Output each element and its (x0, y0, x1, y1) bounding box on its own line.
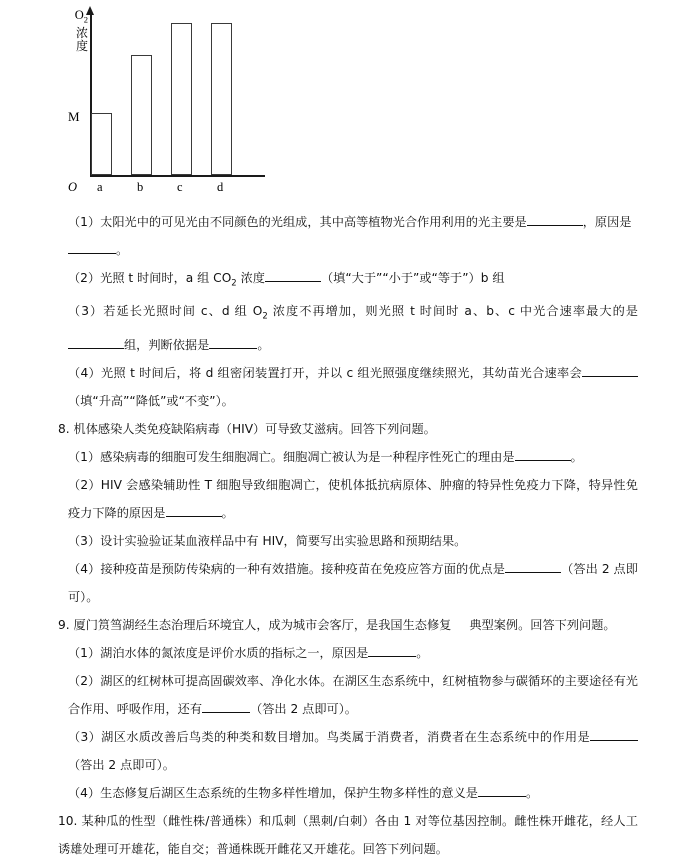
q8-4-prefix: （4）接种疫苗是预防传染病的一种有效措施。接种疫苗在免疫应答方面的优点是 (68, 561, 506, 576)
q9-2-blank[interactable] (202, 712, 250, 713)
q7-2-after-sub: 浓度 (236, 271, 265, 285)
q8-1-blank[interactable] (515, 460, 571, 461)
y-axis-title-sub: 2 (83, 14, 88, 25)
question-8-stem: 8. 机体感染人类免疫缺陷病毒（HIV）可导致艾滋病。回答下列问题。 (58, 421, 436, 436)
q7-3-after-sub: 浓度不再增加，则光照 t 时间时 a、b、c 中光合速率最大的是 (267, 304, 638, 319)
q7-3-blank-1[interactable] (68, 348, 124, 349)
q9-2-prefix: （2）湖区的红树林可提高固碳效率、净化水体。在湖区生态系统中，红树植物参与碳循环的主要途径有光合作用、呼吸作用，还有 (68, 673, 638, 716)
bar-d (211, 23, 232, 175)
q7-4-prefix: （4）光照 t 时间后，将 d 组密闭装置打开，并以 c 组光照强度继续照光，其幼苗光合速率会 (68, 365, 582, 380)
q7-4-blank[interactable] (582, 376, 638, 377)
question-7-2 (58, 264, 638, 297)
figure-o2-bar-chart (0, 0, 681, 200)
q8-3-prefix: （3）设计实验验证某血液样品中有 HIV，简要写出实验思路和预期结果。 (68, 533, 467, 548)
q9-1-blank[interactable] (368, 656, 416, 657)
q7-3-suffix: 组，判断依据是 (124, 337, 210, 352)
question-9-2 (58, 667, 638, 723)
question-9-1 (58, 639, 638, 667)
bar-c (171, 23, 192, 175)
q8-2-tail: 。 (221, 505, 234, 520)
q7-4-suffix: （填“升高”“降低”或“不变”）。 (68, 393, 234, 408)
x-axis-tick-d: d (217, 180, 224, 194)
q9-4-prefix: （4）生态修复后湖区生态系统的生物多样性增加，保护生物多样性的意义是 (68, 785, 478, 800)
question-9-stem (58, 611, 638, 639)
y-axis-title (60, 8, 88, 54)
bar-b (131, 55, 152, 175)
q7-3-sub: 2 (262, 311, 268, 322)
q9-4-blank[interactable] (478, 796, 526, 797)
q7-3-blank-2[interactable] (209, 348, 257, 349)
x-axis-tick-a: a (97, 180, 103, 194)
q8-4-suffix: （答出 2 点即可）。 (68, 561, 638, 604)
q7-1-text: （1）太阳光中的可见光由不同颜色的光组成，其中高等植物光合作用利用的光主要是 (68, 215, 527, 229)
bar-a (91, 113, 112, 175)
q7-3-tail: 。 (257, 337, 270, 352)
q8-1-prefix: （1）感染病毒的细胞可发生细胞凋亡。细胞凋亡被认为是一种程序性死亡的理由是 (68, 449, 515, 464)
q9-3-prefix: （3）湖区水质改善后鸟类的种类和数目增加。鸟类属于消费者，消费者在生态系统中的作用是 (68, 729, 590, 744)
q7-1-blank-2[interactable] (68, 253, 116, 254)
question-body (58, 208, 638, 863)
x-axis-origin-label: O (68, 180, 78, 194)
q7-3-prefix: （3）若延长光照时间 c、d 组 O (68, 304, 263, 319)
question-8-4 (58, 555, 638, 611)
chart-plot-area (60, 4, 290, 194)
q8-1-tail: 。 (570, 449, 583, 464)
q9-3-blank[interactable] (590, 740, 638, 741)
x-axis-tick-c: c (177, 180, 183, 194)
q9-1-prefix: （1）湖泊水体的氮浓度是评价水质的指标之一，原因是 (68, 645, 369, 660)
q7-1-tail: 。 (116, 243, 129, 257)
question-10-stem: 10. 某种瓜的性型（雌性株/普通株）和瓜刺（黑刺/白刺）各由 1 对等位基因控制。雌性株开雌花，经人工诱雄处理可开雄花，能自交；普通株既开雌花又开雄花。回答下列问题。 (58, 813, 638, 856)
q9-1-tail: 。 (416, 645, 429, 660)
q9-2-suffix: （答出 2 点即可）。 (250, 701, 357, 716)
q7-1-text-after: ，原因是 (582, 215, 632, 229)
q9-4-tail: 。 (525, 785, 539, 800)
x-axis-tick-b: b (137, 180, 144, 194)
question-7-4 (58, 359, 638, 415)
y-axis-title-cn-2: 度 (75, 39, 88, 53)
q7-2-sub: 2 (231, 278, 237, 289)
q9-stem-part1: 9. 厦门筼筜湖经生态治理后环境宜人，成为城市会客厅，是我国生态修复 (58, 617, 452, 632)
q8-2-blank[interactable] (166, 516, 222, 517)
question-9-4 (58, 779, 638, 807)
q7-2-prefix: （2）光照 t 时间时，a 组 CO (68, 271, 232, 285)
y-axis-title-cn-1: 浓 (75, 25, 88, 40)
question-8-1 (58, 443, 638, 471)
q7-1-blank-1[interactable] (527, 225, 583, 226)
question-8-3 (58, 527, 638, 555)
x-axis-line (90, 175, 265, 177)
q8-4-blank[interactable] (505, 572, 561, 573)
q9-stem-part2: 典型案例。回答下列问题。 (469, 617, 616, 632)
question-7-1 (58, 208, 638, 264)
question-7-3 (58, 297, 638, 358)
q8-2-prefix: （2）HIV 会感染辅助性 T 细胞导致细胞凋亡，使机体抵抗病原体、肿瘤的特异性免疫力下降，特异性免疫力下降的原因是 (68, 477, 638, 520)
q9-3-suffix: （答出 2 点即可）。 (68, 757, 175, 772)
question-9-3 (58, 723, 638, 779)
q7-2-blank[interactable] (265, 281, 321, 282)
question-8-2 (58, 471, 638, 527)
y-axis-tick-label-m: M (68, 109, 80, 124)
y-axis-title-main: O (74, 8, 84, 22)
q7-2-suffix: （填“大于”“小于”或“等于”）b 组 (320, 271, 505, 285)
